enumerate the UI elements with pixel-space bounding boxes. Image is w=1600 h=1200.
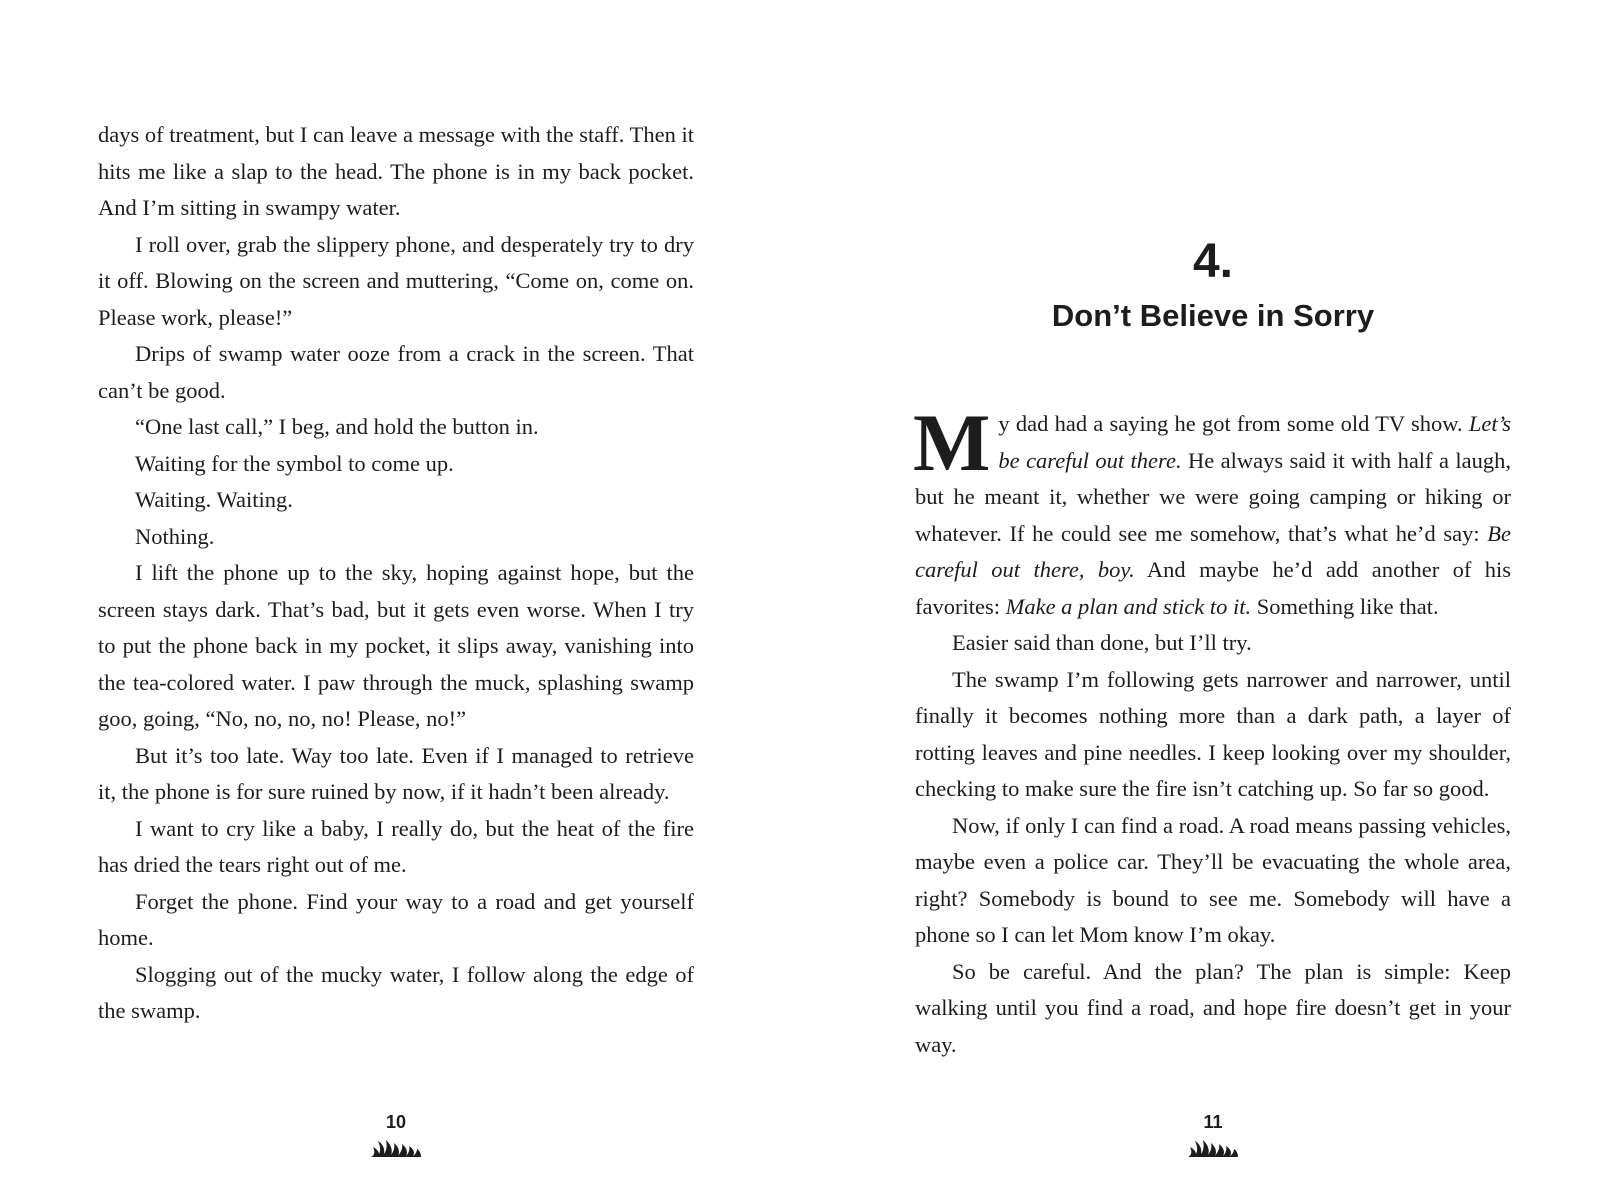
italic-quote: Be careful out there, boy. (915, 520, 1511, 582)
chapter-number: 4. (1192, 235, 1234, 288)
paragraph: Now, if only I can find a road. A road means passing vehicles, maybe even a police car. They’ll be evacuating the whole area, right? Somebody is bound to see me. Somebody will have a phone so I can let Mom know I’m okay. (915, 812, 1511, 947)
flame-icon (369, 1133, 423, 1159)
page-number: 10 (385, 1112, 407, 1132)
paragraph: Slogging out of the mucky water, I follow along the edge of the swamp. (98, 961, 694, 1023)
paragraph: Drips of swamp water ooze from a crack in the screen. That can’t be good. (98, 341, 694, 403)
paragraph: days of treatment, but I can leave a message with the staff. Then it hits me like a slap to the head. The phone is in my back pocket. And I’m sitting in swampy water. (98, 122, 694, 220)
opening-paragraph (913, 397, 1511, 625)
drop-cap: M (913, 397, 991, 488)
page-number: 11 (1203, 1112, 1223, 1132)
paragraph: The swamp I’m following gets narrower and narrower, until finally it becomes nothing more than a dark path, a layer of rotting leaves and pine needles. I keep looking over my shoulder, checking to make sure the fire isn’t catching up. So far so good. (915, 666, 1511, 801)
italic-quote: Let’s be careful out there. (998, 411, 1511, 473)
paragraph: “One last call,” I beg, and hold the button in. (135, 414, 539, 439)
left-page (98, 0, 694, 1200)
paragraph: So be careful. And the plan? The plan is simple: Keep walking until you find a road, and hope fire doesn’t get in your way. (915, 958, 1511, 1057)
flame-icon (1186, 1133, 1240, 1159)
text-run: Something like that. (1251, 593, 1439, 619)
right-page-text (913, 397, 1511, 1063)
left-page-text (98, 117, 694, 1030)
paragraph: I want to cry like a baby, I really do, but the heat of the fire has dried the tears right out of me. (98, 815, 694, 877)
paragraph: Waiting. Waiting. (135, 487, 293, 512)
paragraph: I roll over, grab the slippery phone, and desperately try to dry it off. Blowing on the screen and muttering, “Come on, come on. Please work, please!” (98, 231, 694, 330)
paragraph: But it’s too late. Way too late. Even if I managed to retrieve it, the phone is for sure ruined by now, if it hadn’t been already. (98, 742, 694, 804)
paragraph: Easier said than done, but I’ll try. (952, 630, 1252, 655)
text-run: He always said it with half a laugh, but he meant it, whether we were going camping or hiking or whatever. If he could see me somehow, that’s what he’d say: (915, 447, 1511, 546)
paragraph: I lift the phone up to the sky, hoping against hope, but the screen stays dark. That’s bad, but it gets even worse. When I try to put the phone back in my pocket, it slips away, vanishing into the tea-colored water. I paw through the muck, splashing swamp goo, going, “No, no, no, no! Please, no!” (98, 560, 694, 731)
right-page (915, 0, 1511, 1200)
text-run: And maybe he’d add another of his favorites: (915, 557, 1511, 619)
paragraph: Nothing. (135, 523, 215, 549)
chapter-title: Don’t Believe in Sorry (1051, 298, 1375, 333)
paragraph: Waiting for the symbol to come up. (135, 450, 454, 476)
text-run: y dad had a saying he got from some old TV show. (998, 411, 1469, 436)
paragraph: Forget the phone. Find your way to a road and get yourself home. (98, 888, 694, 950)
italic-quote: Make a plan and stick to it. (1005, 593, 1252, 619)
